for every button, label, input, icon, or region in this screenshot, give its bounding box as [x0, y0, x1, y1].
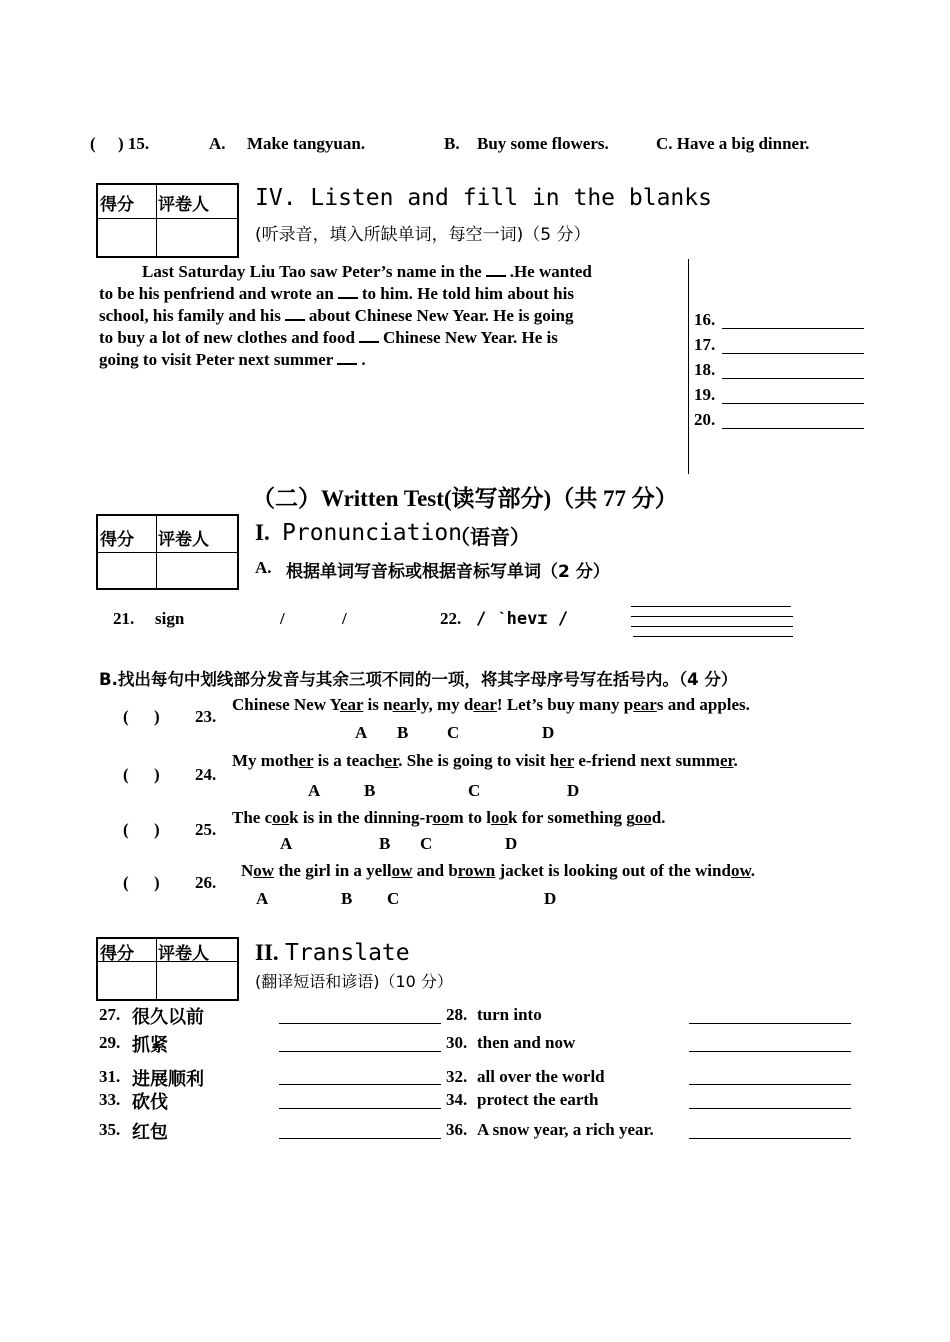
question-number: 28. [446, 1005, 468, 1024]
answer-number: 19. [694, 385, 716, 404]
passage-text: .He wanted [509, 262, 592, 281]
grader-label: 评卷人 [158, 195, 209, 215]
blank [359, 327, 379, 343]
answer-input[interactable] [722, 328, 864, 329]
option-letter: C [420, 834, 433, 853]
phonetic-slash: / [280, 609, 285, 628]
score-label: 得分 [100, 530, 134, 550]
passage-text: . [361, 350, 366, 369]
option-letter: C [468, 781, 481, 800]
answer-paren-close: ) [154, 765, 160, 784]
answer-paren-open[interactable]: ( [123, 707, 129, 726]
option-letter: A [355, 723, 368, 742]
passage-text: Chinese New Year. He is [382, 328, 558, 347]
answer-input[interactable] [722, 353, 864, 354]
answer-paren-open[interactable]: ( [123, 820, 129, 839]
score-label: 得分 [100, 944, 134, 964]
score-box [96, 937, 239, 1001]
grader-label: 评卷人 [158, 530, 209, 550]
answer-input[interactable] [722, 403, 864, 404]
listening-passage [99, 261, 659, 371]
passage-text: about Chinese New Year. He is going [308, 306, 574, 325]
answer-paren-open[interactable]: ( [123, 765, 129, 784]
option-letter: C [447, 723, 460, 742]
question-number: 29. [99, 1033, 121, 1052]
subsection-label: A. [255, 558, 272, 577]
sentence: Chinese New Year is nearly, my dear! Let’s buy many pears and apples. [232, 695, 750, 714]
option-letter: A [308, 781, 321, 800]
option-letter: D [505, 834, 518, 853]
answer-input[interactable] [279, 1051, 441, 1052]
question-number: 33. [99, 1090, 121, 1109]
answer-input[interactable] [722, 378, 864, 379]
passage-text: going to visit Peter next summer [99, 350, 334, 369]
phonetic-transcription: / ˋhevɪ / [476, 609, 569, 629]
score-box [96, 514, 239, 590]
passage-text: school, his family and his [99, 306, 281, 325]
score-label: 得分 [100, 195, 134, 215]
question-number: 21. [113, 609, 135, 628]
passage-text: to him. He told him about his [361, 284, 574, 303]
score-box [96, 183, 239, 258]
section-title-cn: （语音） [450, 525, 530, 549]
answer-input[interactable] [279, 1138, 441, 1139]
blank [285, 305, 305, 321]
question-number: 24. [195, 765, 217, 784]
phrase-cn: 很久以前 [132, 1007, 204, 1028]
answer-input[interactable] [689, 1051, 851, 1052]
answer-line [631, 626, 793, 627]
answer-paren-open: ( [90, 134, 96, 153]
section-title: IV. Listen and fill in the blanks [255, 185, 712, 211]
question-number: 36. [446, 1120, 468, 1139]
question-number: 26. [195, 873, 217, 892]
phrase-en: turn into [477, 1005, 542, 1024]
question-number: 22. [440, 609, 462, 628]
subsection-title: 根据单词写音标或根据音标写单词（2 分） [286, 562, 610, 582]
sentence: Now the girl in a yellow and brown jacket is looking out of the window. [241, 861, 756, 880]
section-roman: I. [255, 520, 270, 545]
option-letter: A [280, 834, 293, 853]
blank [337, 349, 357, 365]
passage-text: Last Saturday Liu Tao saw Peter’s name in the [142, 262, 482, 281]
answer-paren-close: ) [154, 707, 160, 726]
phrase-en: all over the world [477, 1067, 605, 1086]
divider [688, 259, 689, 474]
phrase-en: then and now [477, 1033, 576, 1052]
phrase-cn: 红包 [132, 1122, 168, 1143]
answer-input[interactable] [279, 1084, 441, 1085]
subsection-title: B.找出每句中划线部分发音与其余三项不同的一项，将其字母序号写在括号内。（4 分） [99, 670, 738, 689]
option-letter: D [544, 889, 557, 908]
question-word: sign [155, 609, 185, 628]
option-letter: B [364, 781, 376, 800]
option-b-label: B. [444, 134, 460, 153]
grader-label: 评卷人 [158, 944, 209, 964]
option-letter: B [397, 723, 409, 742]
blank [338, 283, 358, 299]
answer-line [633, 636, 793, 637]
answer-input[interactable] [631, 606, 791, 607]
phrase-cn: 进展顺利 [132, 1069, 204, 1090]
answer-number: 20. [694, 410, 716, 429]
question-number: 30. [446, 1033, 468, 1052]
option-letter: D [542, 723, 555, 742]
question-number: 32. [446, 1067, 468, 1086]
answer-number: 16. [694, 310, 716, 329]
phonetic-slash: / [342, 609, 347, 628]
answer-line [631, 616, 793, 617]
option-letter: C [387, 889, 400, 908]
option-letter: D [567, 781, 580, 800]
section-roman: II. [255, 940, 279, 965]
question-number: 35. [99, 1120, 121, 1139]
sentence: My mother is a teacher. She is going to visit her e-friend next summer. [232, 751, 738, 770]
answer-number: 17. [694, 335, 716, 354]
passage-text: to be his penfriend and wrote an [99, 284, 334, 303]
answer-input[interactable] [689, 1108, 851, 1109]
question-number: ) 15. [118, 134, 150, 153]
answer-paren-open[interactable]: ( [123, 873, 129, 892]
section-subtitle: (翻译短语和谚语)（10 分） [255, 972, 453, 991]
answer-input[interactable] [689, 1084, 851, 1085]
answer-input[interactable] [279, 1023, 441, 1024]
answer-input[interactable] [722, 428, 864, 429]
answer-input[interactable] [689, 1023, 851, 1024]
phrase-cn: 砍伐 [132, 1092, 168, 1113]
option-b-text: Buy some flowers. [477, 134, 609, 153]
passage-text: to buy a lot of new clothes and food [99, 328, 355, 347]
section-title: Pronunciation [282, 520, 463, 546]
phrase-cn: 抓紧 [132, 1035, 168, 1056]
phrase-en: A snow year, a rich year. [477, 1120, 654, 1139]
answer-input[interactable] [689, 1138, 851, 1139]
sentence: The cook is in the dinning-room to look for something good. [232, 808, 666, 827]
question-number: 25. [195, 820, 217, 839]
section-subtitle: (听录音，填入所缺单词，每空一词)（5 分） [255, 225, 591, 245]
answer-paren-close: ) [154, 820, 160, 839]
option-a-label: A. [209, 134, 226, 153]
blank [486, 261, 506, 277]
phrase-en: protect the earth [477, 1090, 599, 1109]
answer-number: 18. [694, 360, 716, 379]
question-number: 23. [195, 707, 217, 726]
question-number: 31. [99, 1067, 121, 1086]
option-a-text: Make tangyuan. [247, 134, 366, 153]
option-c-text: C. Have a big dinner. [656, 134, 810, 153]
answer-input[interactable] [279, 1108, 441, 1109]
option-letter: B [341, 889, 353, 908]
option-letter: A [256, 889, 269, 908]
question-number: 27. [99, 1005, 121, 1024]
part-title: （二）Written Test(读写部分)（共 77 分） [252, 486, 678, 511]
option-letter: B [379, 834, 391, 853]
section-title: Translate [285, 940, 410, 966]
question-number: 34. [446, 1090, 468, 1109]
answer-paren-close: ) [154, 873, 160, 892]
